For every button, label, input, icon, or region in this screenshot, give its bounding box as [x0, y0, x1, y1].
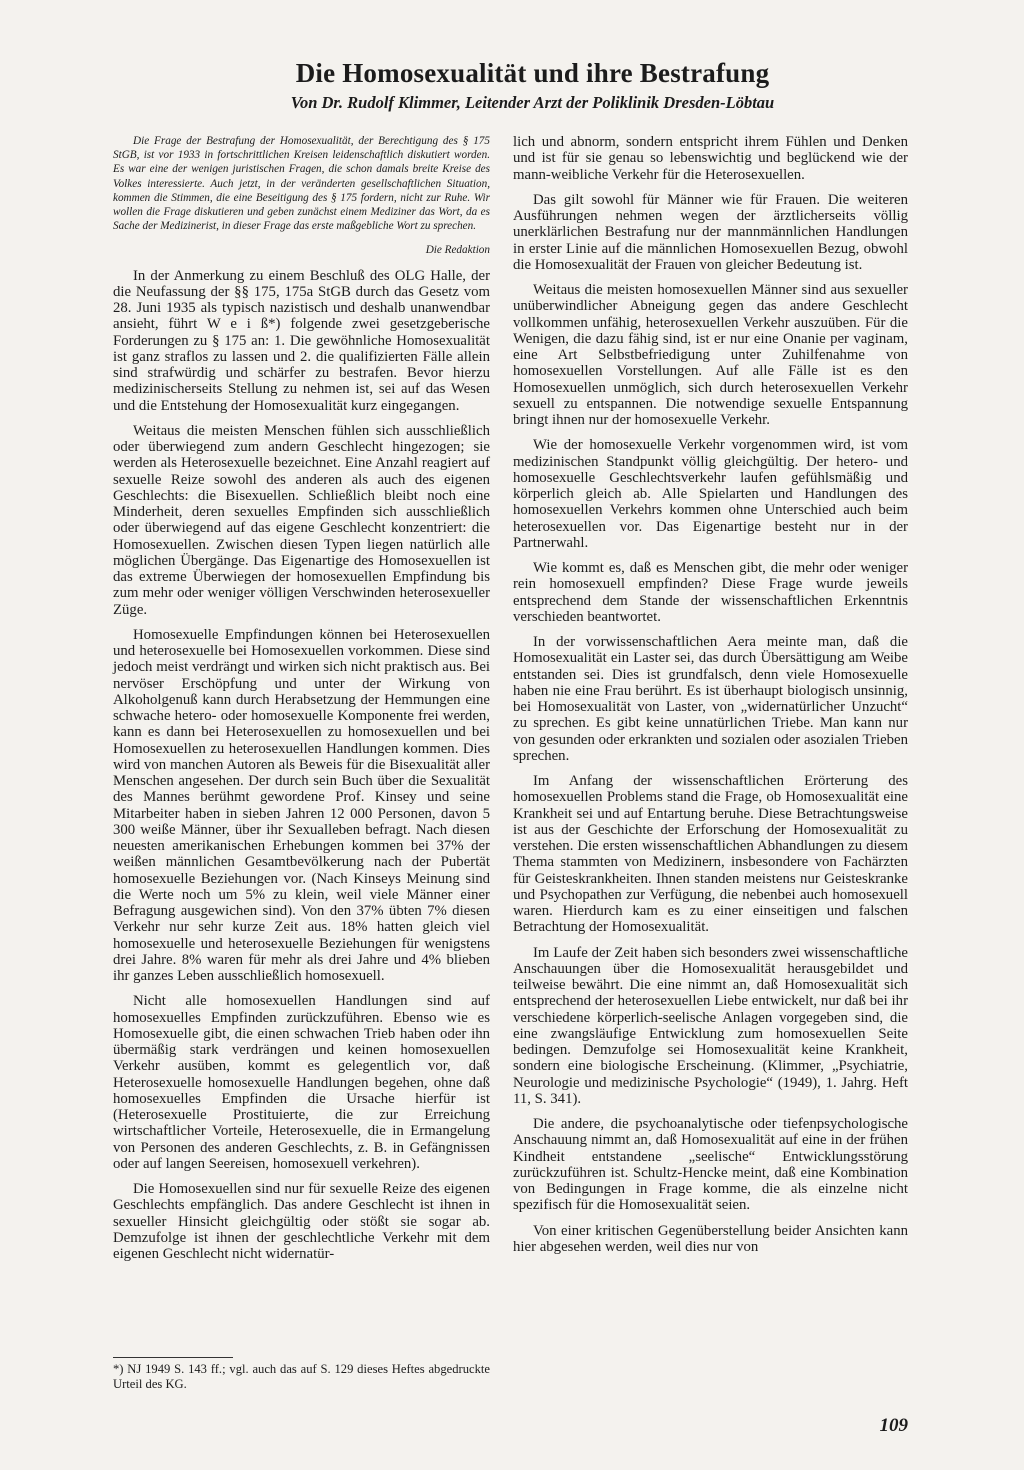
- paragraph: Nicht alle homosexuellen Handlungen sind auf homosexuelles Empfinden zurückzuführen. Ebenso wie es Homosexuelle gibt, die einen schwachen Trieb haben oder ihn übermäßig stark verdrängen und keinen homosexuellen Verkehr ausüben, kommt es gelegentlich vor, daß Heterosexuelle homosexuelle Handlungen begehen, ohne daß homosexuelles Empfinden die Ursache hierfür ist (Heterosexuelle Prostituierte, die zur Erreichung wirtschaftlicher Vorteile, Heterosexuelle, die in Ermangelung von Personen des anderen Geschlechts, z. B. in Gefängnissen oder auf langen Seereisen, homosexuell verkehren).: [113, 993, 490, 1172]
- paragraph: Im Laufe der Zeit haben sich besonders zwei wissenschaftliche Anschauungen über die Homosexualität herausgebildet und teilweise bewährt. Die eine nimmt an, daß Homosexualität sich entsprechend der heterosexuellen Liebe entwickelt, nur daß bei ihr verschiedene körperlich-seelische Anlagen vorgegeben sind, die eine zwangsläufige Entwicklung zum homosexuellen Seite bedingen. Demzufolge sei Homosexualität keine Krankheit, sondern eine biologische Erscheinung. (Klimmer, „Psychiatrie, Neurologie und medizinische Psychologie“ (1949), 1. Jahrg. Heft 11, S. 341).: [513, 944, 908, 1107]
- paragraph: lich und abnorm, sondern entspricht ihrem Fühlen und Denken und ist für sie genau so lebenswichtig und beglückend wie der mann-weibliche Verkehr für die Heterosexuellen.: [513, 134, 908, 183]
- right-column: [513, 134, 908, 1264]
- paragraph: Weitaus die meisten Menschen fühlen sich ausschließlich oder überwiegend zum andern Geschlecht hingezogen; sie werden als Heterosexuelle bezeichnet. Eine Anzahl reagiert auf sexuelle Reize sowohl des anderen als auch des eigenen Geschlechts: die Bisexuellen. Schließlich bleibt noch eine Minderheit, deren sexuelles Empfinden sich ausschließlich oder überwiegend auf das eigene Geschlecht konzentriert: die Homosexuellen. Zwischen diesen Typen liegen natürlich alle möglichen Übergänge. Das Eigenartige des Homosexuellen ist das extreme Überwiegen der homosexuellen Empfindung bis zum mehr oder weniger völligen Verschwinden heterosexueller Züge.: [113, 422, 490, 618]
- paragraph: Wie der homosexuelle Verkehr vorgenommen wird, ist vom medizinischen Standpunkt völlig gleichgültig. Der hetero- und homosexuelle Geschlechtsverkehr laufen gefühlsmäßig und körperlich gleich ab. Alle Spielarten und Handlungen des homosexuellen Verkehrs kommen ohne Unterschied auch beim heterosexuellen vor. Das Eigenartige besteht nur in der Partnerwahl.: [513, 437, 908, 551]
- paragraph: In der Anmerkung zu einem Beschluß des OLG Halle, der die Neufassung der §§ 175, 175a StGB durch das Gesetz vom 28. Juni 1935 als typisch nazistisch und deshalb unanwendbar ansieht, führt W e i ß*) folgende zwei gesetzgeberische Forderungen zu § 175 an: 1. Die gewöhnliche Homosexualität ist ganz straflos zu lassen und 2. die qualifizierten Fälle allein sind strafwürdig und schärfer zu bestrafen. Bevor hierzu medizinischerseits Stellung zu nehmen ist, sei auf das Wesen und die Entstehung der Homosexualität kurz eingegangen.: [113, 267, 490, 414]
- article-title: Die Homosexualität und ihre Bestrafung: [295, 58, 770, 88]
- page-number: 109: [879, 1415, 908, 1436]
- paragraph: Die Homosexuellen sind nur für sexuelle Reize des eigenen Geschlechts empfänglich. Das andere Geschlecht ist ihnen in sexueller Hinsicht gleichgültig oder stößt sie sogar ab. Demzufolge ist ihnen der geschlechtliche Verkehr mit dem eigenen Geschlecht nicht widernatür-: [113, 1181, 490, 1263]
- paragraph: Wie kommt es, daß es Menschen gibt, die mehr oder weniger rein homosexuell empfinden? Diese Frage wurde jeweils entsprechend dem Stande der wissenschaftlichen Erkenntnis verschieden beantwortet.: [513, 560, 908, 625]
- editor-signature: Die Redaktion: [425, 244, 490, 257]
- paragraph: In der vorwissenschaftlichen Aera meinte man, daß die Homosexualität ein Laster sei, das durch Übersättigung am Weibe entstanden sei. Dies ist grundfalsch, denn viele Homosexuelle haben nie eine Frau berührt. Es ist überhaupt biologisch unsinnig, bei Homosexualität von Laster, von „widernatürlicher Unzucht“ zu sprechen. Es gibt keine unnatürlichen Triebe. Man kann nur von gesunden oder erkrankten und sozialen oder asozialen Trieben sprechen.: [513, 634, 908, 764]
- footnote-rule: [113, 1357, 233, 1358]
- author-byline: Von Dr. Rudolf Klimmer, Leitender Arzt der Poliklinik Dresden-Löbtau: [290, 93, 775, 112]
- paragraph: Das gilt sowohl für Männer wie für Frauen. Die weiteren Ausführungen nehmen wegen der ärztlicherseits völlig unerklärlichen Bestrafung nur der mannmännlichen Handlungen in erster Linie auf die männlichen Homosexuellen Bezug, obwohl die Homosexualität der Frauen von gleicher Bedeutung ist.: [513, 191, 908, 273]
- paragraph: Von einer kritischen Gegenüberstellung beider Ansichten kann hier abgesehen werden, weil dies nur von: [513, 1222, 908, 1255]
- editor-note: Die Frage der Bestrafung der Homosexualität, der Berechtigung des § 175 StGB, ist vor 1933 in fortschrittlichen Kreisen leidenschaftlich diskutiert worden. Es war eine der wenigen juristischen Fragen, die schon damals breite Kreise des Volkes interessierte. Auch jetzt, in der veränderten gesellschaftlichen Situation, kommen die Stimmen, die eine Beseitigung des § 175 fordern, nicht zur Ruhe. Wir wollen die Frage diskutieren und geben zunächst einem Mediziner das Wort, da es Sache der Medizinerist, in dieser Frage das erste maßgebliche Wort zu sprechen.: [113, 135, 490, 233]
- paragraph: Im Anfang der wissenschaftlichen Erörterung des homosexuellen Problems stand die Frage, ob Homosexualität eine Krankheit sei und auf Entartung beruhe. Diese Betrachtungsweise ist aus der Geschichte der Erforschung der Homosexualität zu verstehen. Die ersten wissenschaftlichen Abhandlungen zu diesem Thema stammten von Medizinern, insbesondere von Fachärzten für Geisteskrankheiten. Ihnen standen meistens nur Geisteskranke und Psychopathen zur Verfügung, die nebenbei auch homosexuell waren. Hierdurch kam es zu einer einseitigen und falschen Betrachtung der Homosexualität.: [513, 773, 908, 936]
- left-column: [113, 134, 490, 1271]
- paragraph: Die andere, die psychoanalytische oder tiefenpsychologische Anschauung nimmt an, daß Homosexualität auf eine in der frühen Kindheit entstandene „seelische“ Entwicklungsstörung zurückzuführen ist. Schultz-Hencke meint, daß eine Kombination von Bedingungen in Frage komme, die als einzelne nicht spezifisch für die Homosexualität seien.: [513, 1116, 908, 1214]
- paragraph: Weitaus die meisten homosexuellen Männer sind aus sexueller unüberwindlicher Abneigung gegen das andere Geschlecht vollkommen unfähig, heterosexuellen Verkehr auszuüben. Für die Wenigen, die dazu fähig sind, ist er nur eine Onanie per vaginam, eine Art Selbstbefriedigung unter Zuhilfenahme von homosexuellen Vorstellungen. Auf alle Fälle ist es den Homosexuellen unmöglich, sich durch heterosexuellen Verkehr sexuell zu entspannen. Die notwendige sexuelle Entspannung bringt ihnen nur der homosexuelle Verkehr.: [513, 282, 908, 428]
- footnote: *) NJ 1949 S. 143 ff.; vgl. auch das auf S. 129 dieses Heftes abgedruckte Urteil des KG.: [113, 1362, 490, 1391]
- paragraph: Homosexuelle Empfindungen können bei Heterosexuellen und heterosexuelle bei Homosexuellen vorkommen. Diese sind jedoch meist verdrängt und wirken sich nicht praktisch aus. Bei nervöser Erschöpfung und unter der Wirkung von Alkoholgenuß kann durch Herabsetzung der Hemmungen eine schwache hetero- oder homosexuelle Komponente frei werden, kann es dann bei Heterosexuellen zu homosexuellen und bei Homosexuellen zu heterosexuellen Handlungen kommen. Dies wird von manchen Autoren als Beweis für die Bisexualität aller Menschen angesehen. Der durch sein Buch über die Sexualität des Mannes berühmt gewordene Prof. Kinsey und seine Mitarbeiter haben in sieben Jahren 12 000 Personen, davon 5 300 weiße Männer, über ihr Sexualleben befragt. Nach diesen neuesten amerikanischen Erhebungen kommen bei 37% der weißen männlichen Gesamtbevölkerung nach der Pubertät homosexuelle Beziehungen vor. (Nach Kinseys Meinung sind die Werte noch um 5% zu klein, weil viele Männer einer Befragung ausgewichen sind). Von den 37% übten 7% diesen Verkehr nur sehr kurze Zeit aus. 18% hatten gleich viel homosexuelle und heterosexuelle Beziehungen für wenigstens drei Jahre. 8% waren für mehr als drei Jahre und 4% blieben ihr ganzes Leben ausschließlich homosexuell.: [113, 626, 490, 985]
